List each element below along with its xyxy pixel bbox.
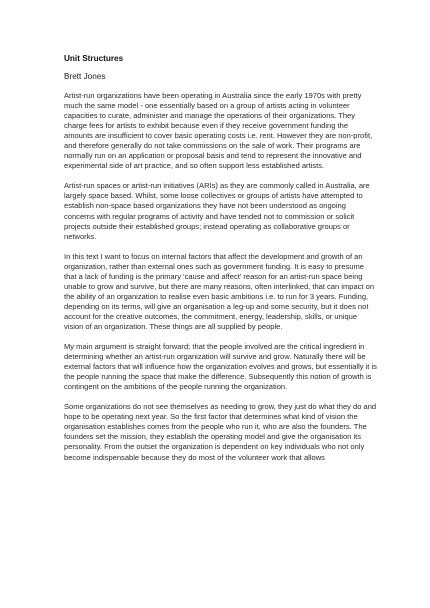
document-title: Unit Structures xyxy=(64,54,124,63)
paragraph: My main argument is straight forward; that the people involved are the critical ingredient in determining whether an artist-run organization will survive and grow. Naturally there will be external factors that will influence how the organization evolves and grows, but essentially it is the people running the space that make the difference. Subsequently this notion of growth is contingent on the ambitions of the people running the organization. xyxy=(64,342,377,392)
paragraph: In this text I want to focus on internal factors that affect the development and growth of an organization, rather than external ones such as government funding. It is easy to presume that a lack of funding is the primary 'cause and affect' reason for an artist-run space being unable to grow and survive, but there are many reasons, often interlinked, that can impact on the ability of an organization to realise even basic ambitions i.e. to run for 3 years. Funding, depending on its terms, will give an organisation a leg-up and some security, but it does not account for the creative outcomes, the commitment, energy, leadership, skills, or unique vision of an organization. These things are all supplied by people. xyxy=(64,251,375,331)
document-author: Brett Jones xyxy=(64,72,106,81)
paragraph: Artist-run organizations have been operating in Australia since the early 1970s with pretty much the same model - one essentially based on a group of artists acting in volunteer capacities to curate, administer and manage the operations of their organizations. They charge fees for artists to exhibit because even if they receive government funding the amounts are insufficient to cover basic operating costs i.e. rent. However they are non-profit, and therefore generally do not take commissions on the sale of work. Their programs are normally run on an application or proposal basis and tend to represent the innovative and experimental side of art practice, and so often support less established artists. xyxy=(64,91,373,171)
paragraph: Some organizations do not see themselves as needing to grow, they just do what they do and hope to be operating next year. So the first factor that determines what kind of vision the organisation establishes comes from the people who run it, who are also the founders. The founders set the mission, they establish the operating model and give the organisation its personality. From the outset the organization is dependent on key individuals who not only become indispensable because they do most of the volunteer work that allows xyxy=(64,402,377,462)
document-body xyxy=(64,54,378,473)
paragraph: Artist-run spaces or artist-run initiatives (ARIs) as they are commonly called in Australia, are largely space based. Whilst, some loose collectives or groups of artists have attempted to establish non-space based organizations they have not been understood as ongoing concerns with regular programs of activity and have tended not to commission or solicit projects outside their established groups; instead operating as collaborative groups or networks. xyxy=(64,181,370,241)
